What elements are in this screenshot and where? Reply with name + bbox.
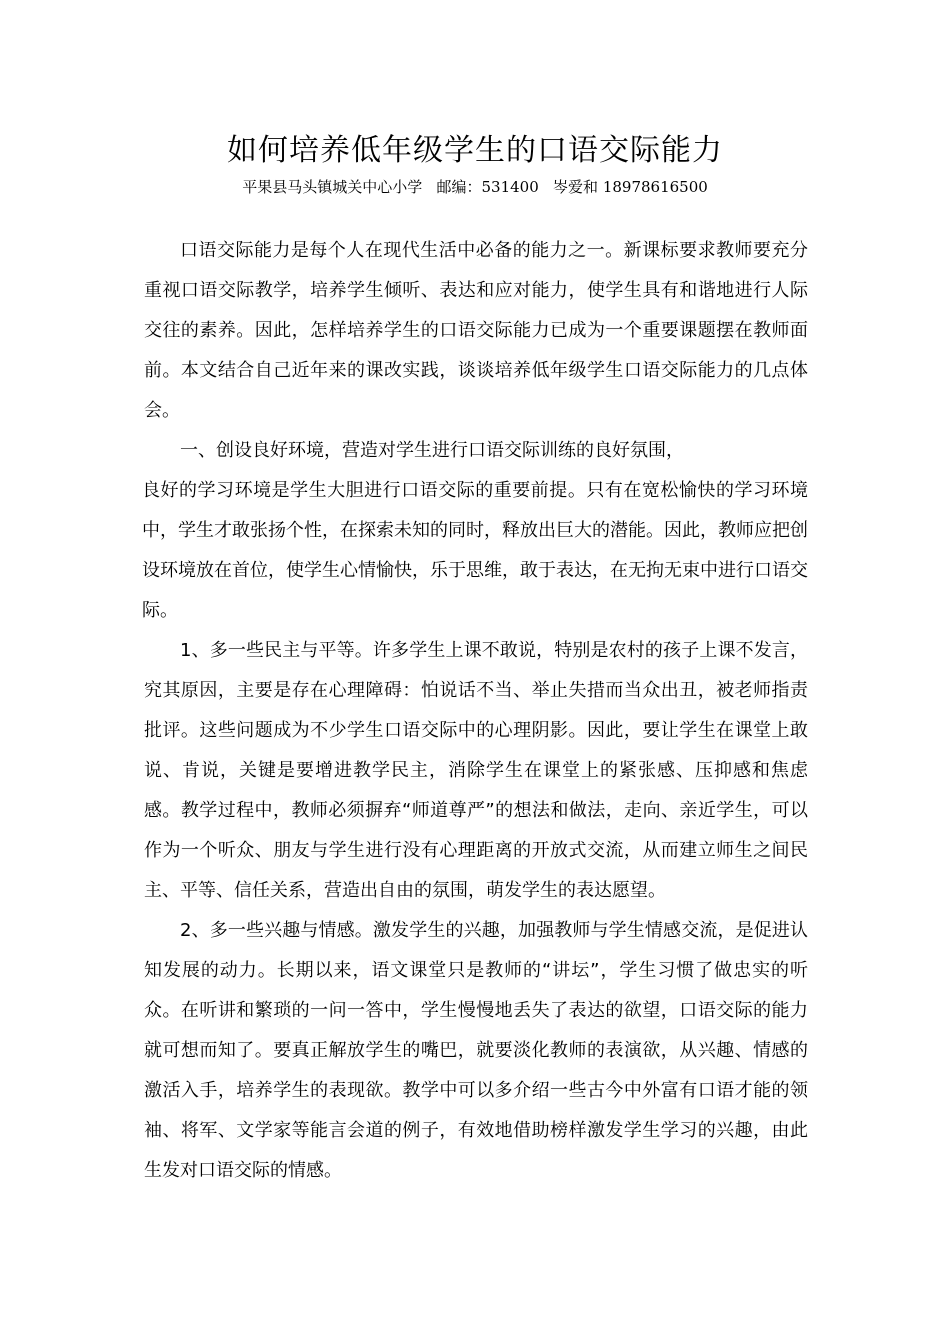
paragraph-environment: 良好的学习环境是学生大胆进行口语交际的重要前提。只有在宽松愉快的学习环境中，学生才敢张扬个性，在探索未知的同时，释放出巨大的潜能。因此，教师应把创设环境放在首位，使学生心情愉快，乐于思维，敢于表达，在无拘无束中进行口语交际。 xyxy=(142,480,808,621)
paragraph-point-2: 2、多一些兴趣与情感。激发学生的兴趣，加强教师与学生情感交流，是促进认知发展的动力。长期以来，语文课堂只是教师的“讲坛”，学生习惯了做忠实的听众。在听讲和繁琐的一问一答中，学生慢慢地丢失了表达的欲望，口语交际的能力就可想而知了。要真正解放学生的嘴巴，就要淡化教师的表演欲，从兴趣、情感的激活入手，培养学生的表现欲。教学中可以多介绍一些古今中外富有口语才能的领袖、将军、文学家等能言会道的例子，有效地借助榜样激发学生学习的兴趣，由此生发对口语交际的情感。 xyxy=(144,920,808,1181)
author-byline: 平果县马头镇城关中心小学 邮编：531400 岑爱和 18978616500 xyxy=(242,178,708,196)
document-body xyxy=(144,231,808,1191)
section-heading-1: 一、创设良好环境，营造对学生进行口语交际训练的良好氛围， xyxy=(180,440,684,461)
paragraph-intro: 口语交际能力是每个人在现代生活中必备的能力之一。新课标要求教师要充分重视口语交际教学，培养学生倾听、表达和应对能力，使学生具有和谐地进行人际交往的素养。因此，怎样培养学生的口语交际能力已成为一个重要课题摆在教师面前。本文结合自己近年来的课改实践，谈谈培养低年级学生口语交际能力的几点体会。 xyxy=(144,240,808,421)
paragraph-point-1: 1、多一些民主与平等。许多学生上课不敢说，特别是农村的孩子上课不发言，究其原因，主要是存在心理障碍：怕说话不当、举止失措而当众出丑，被老师指责批评。这些问题成为不少学生口语交际中的心理阴影。因此，要让学生在课堂上敢说、肯说，关键是要增进教学民主，消除学生在课堂上的紧张感、压抑感和焦虑感。教学过程中，教师必须摒弃“师道尊严”的想法和做法，走向、亲近学生，可以作为一个听众、朋友与学生进行没有心理距离的开放式交流，从而建立师生之间民主、平等、信任关系，营造出自由的氛围，萌发学生的表达愿望。 xyxy=(144,640,808,901)
document-title: 如何培养低年级学生的口语交际能力 xyxy=(227,133,723,168)
